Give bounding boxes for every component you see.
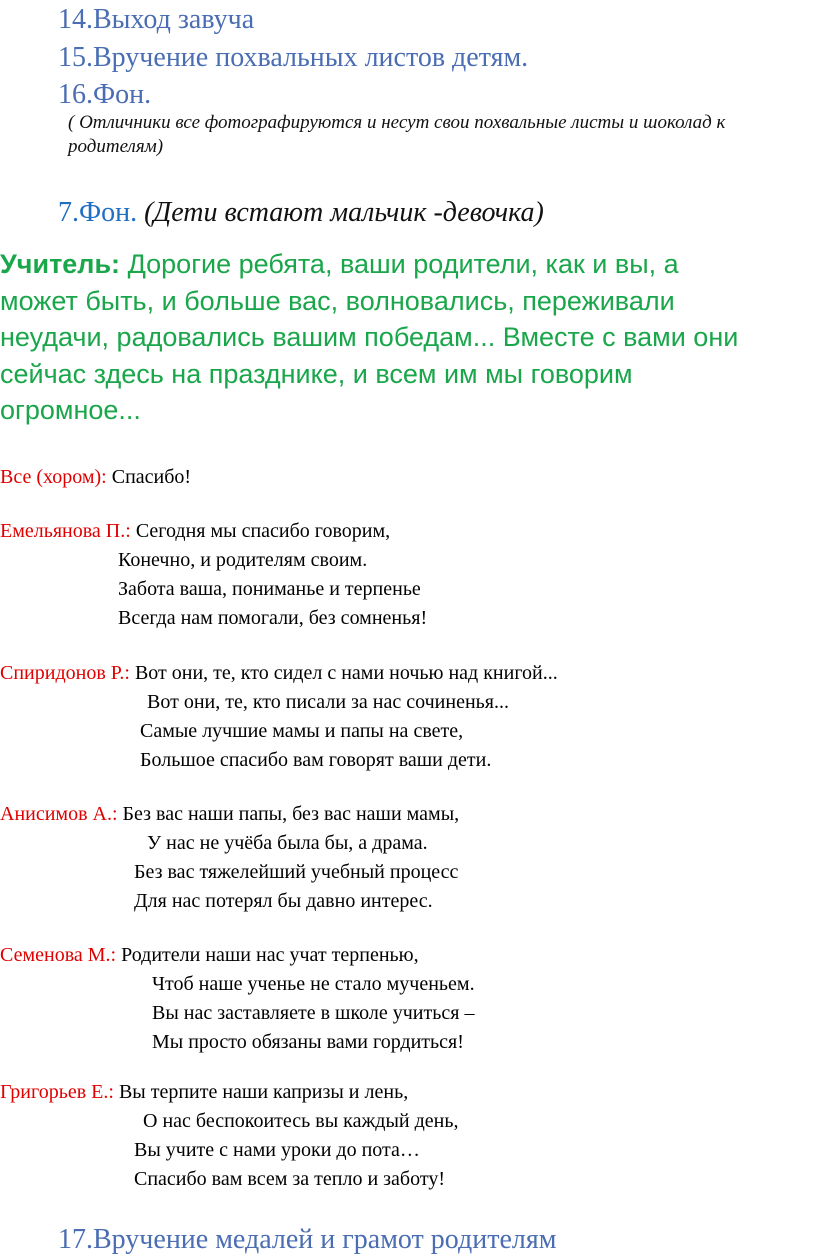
- verse-line: Всегда нам помогали, без сомненья!: [118, 607, 428, 629]
- stage-note: родителям): [68, 136, 164, 157]
- speaker-name: Емельянова П.:: [0, 520, 131, 542]
- teacher-line: сейчас здесь на празднике, и всем им мы говорим: [0, 359, 633, 389]
- verse-line: О нас беспокоитесь вы каждый день,: [143, 1110, 459, 1132]
- verse-line: Чтоб наше ученье не стало мученьем.: [152, 973, 475, 995]
- verse-line: Для нас потерял бы давно интерес.: [134, 890, 433, 912]
- speaker-name: Григорьев Е.:: [0, 1081, 114, 1103]
- speaker-name: Все (хором):: [0, 466, 107, 488]
- verse-line: Большое спасибо вам говорят ваши дети.: [140, 749, 492, 771]
- speech-text: Вы терпите наши капризы и лень,: [113, 1081, 409, 1103]
- program-item-15: 15.Вручение похвальных листов детям.: [58, 42, 529, 73]
- verse-line: Вот они, те, кто писали за нас сочиненья...: [147, 691, 509, 713]
- verse-line: Конечно, и родителям своим.: [118, 549, 368, 571]
- verse-line: Забота ваша, пониманье и терпенье: [118, 578, 421, 600]
- speech-text: Вот они, те, кто сидел с нами ночью над книгой...: [129, 662, 558, 684]
- speech-text: Сегодня мы спасибо говорим,: [130, 520, 391, 542]
- verse-line: Спасибо вам всем за тепло и заботу!: [134, 1168, 445, 1190]
- speaker-name: Семенова М.:: [0, 944, 117, 966]
- verse-line: Самые лучшие мамы и папы на свете,: [140, 720, 464, 742]
- speech-text: Дорогие ребята, ваши родители, как и вы, а: [120, 249, 679, 279]
- verse-line: [0, 804, 459, 824]
- stage-note: ( Отличники все фотографируются и несут свои похвальные листы и шоколад к: [68, 112, 726, 133]
- speaker-name: Спиридонов Р.:: [0, 662, 130, 684]
- verse-line: У нас не учёба была бы, а драма.: [147, 832, 428, 854]
- item-number: 7.Фон.: [58, 197, 138, 228]
- program-item-16: 16.Фон.: [58, 79, 152, 110]
- verse-line: Вы нас заставляете в школе учиться –: [152, 1002, 475, 1024]
- verse-line: [0, 663, 558, 683]
- program-item-14: 14.Выход завуча: [58, 4, 255, 35]
- chorus-line: [0, 467, 191, 487]
- speech-text: Родители наши нас учат терпенью,: [116, 944, 419, 966]
- verse-line: [0, 521, 390, 541]
- teacher-line: [0, 251, 679, 278]
- verse-line: Мы просто обязаны вами гордиться!: [152, 1031, 464, 1053]
- verse-line: [0, 945, 419, 965]
- teacher-line: может быть, и больше вас, волновались, переживали: [0, 286, 675, 316]
- speaker-name: Анисимов А.:: [0, 803, 118, 825]
- stage-direction: (Дети встают мальчик -девочка): [137, 197, 544, 228]
- program-item-7: [58, 199, 544, 227]
- verse-line: Без вас тяжелейший учебный процесс: [134, 861, 459, 883]
- verse-line: Вы учите с нами уроки до пота…: [134, 1139, 420, 1161]
- speaker-name: Учитель:: [0, 249, 121, 279]
- teacher-line: неудачи, радовались вашим победам... Вместе с вами они: [0, 322, 739, 352]
- teacher-line: огромное...: [0, 395, 141, 425]
- program-item-17: 17.Вручение медалей и грамот родителям: [58, 1224, 557, 1255]
- speech-text: Без вас наши папы, без вас наши мамы,: [117, 803, 460, 825]
- verse-line: [0, 1082, 408, 1102]
- speech-text: Спасибо!: [106, 466, 192, 488]
